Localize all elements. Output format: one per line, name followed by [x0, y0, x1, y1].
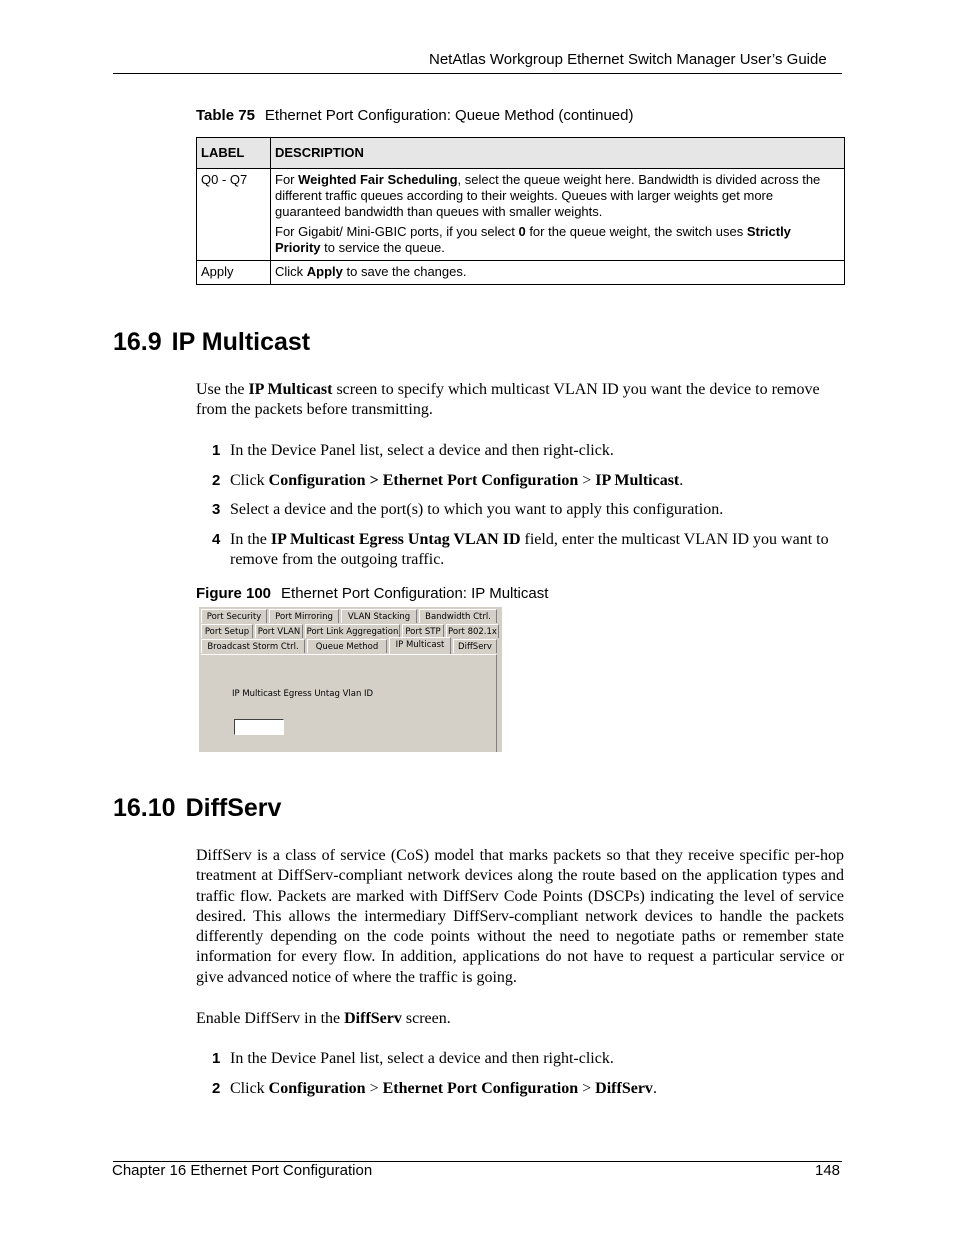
text-run-bold: Apply: [306, 264, 343, 279]
text-run: for the queue weight, the switch uses: [525, 224, 747, 239]
text-run: In the Device Panel list, select a device and then right-click.: [230, 1050, 614, 1067]
text-run-bold: DiffServ: [344, 1010, 402, 1027]
text-run-bold: Configuration: [268, 1080, 366, 1097]
ip-step-3: [212, 500, 844, 520]
header-rule: [113, 73, 842, 74]
text-run: For Gigabit/ Mini-GBIC ports, if you select: [275, 224, 519, 239]
queue-method-table: [196, 137, 845, 285]
tab-row-3: [199, 639, 502, 654]
text-run: For: [275, 172, 299, 187]
section-number: 16.10: [113, 794, 176, 822]
ip-multicast-screenshot: [198, 607, 502, 752]
figure-caption-number: Figure 100: [196, 585, 272, 602]
ip-step-1: [212, 441, 844, 461]
section-title: IP Multicast: [171, 328, 311, 356]
text-run-bold: Weighted Fair Scheduling: [298, 172, 458, 187]
text-run-bold: IP Multicast: [595, 472, 680, 489]
text-run: >: [578, 472, 596, 489]
text-run-bold: IP Multicast Egress Untag VLAN ID: [270, 531, 521, 548]
table-header-row: [197, 138, 845, 169]
text-run: to save the changes.: [342, 264, 467, 279]
tab-row-1: [199, 609, 502, 624]
section-heading-diffserv: [113, 794, 281, 823]
diffserv-step-2: [212, 1079, 844, 1099]
ip-step-4: [212, 530, 844, 570]
section-heading-ip-multicast: [113, 328, 310, 357]
text-run: Click: [275, 264, 307, 279]
tab-vlan-stacking[interactable]: VLAN Stacking: [341, 609, 417, 623]
ip-step-2: [212, 471, 844, 491]
table-cell-description: [271, 169, 845, 261]
text-run: Select a device and the port(s) to which you want to apply this configuration.: [230, 501, 724, 518]
text-run: screen to specify which multicast VLAN ID you want the device to remove from the packets before transmitting.: [196, 381, 820, 419]
text-run: .: [652, 1080, 657, 1097]
tab-row-2: [199, 624, 502, 639]
text-run: screen.: [401, 1010, 451, 1027]
table-cell-description: [271, 261, 845, 285]
step-number: 3: [212, 501, 221, 518]
tab-port-security[interactable]: Port Security: [201, 609, 267, 623]
tab-diffserv[interactable]: DiffServ: [453, 639, 497, 653]
tab-port-link-aggregation[interactable]: Port Link Aggregation: [305, 624, 400, 638]
tab-port-setup[interactable]: Port Setup: [201, 624, 253, 638]
table-cell-label: Q0 - Q7: [197, 169, 271, 261]
tab-ip-multicast[interactable]: IP Multicast: [389, 637, 451, 654]
tab-port-mirroring[interactable]: Port Mirroring: [269, 609, 339, 623]
tab-bandwidth-ctrl[interactable]: Bandwidth Ctrl.: [419, 609, 497, 623]
step-number: 1: [212, 442, 221, 459]
text-run: >: [578, 1080, 596, 1097]
text-run: Enable DiffServ in the: [196, 1010, 345, 1027]
diffserv-step-1: [212, 1049, 844, 1069]
diffserv-paragraph: DiffServ is a class of service (CoS) model that marks packets so that they receive specific per-hop treatment at DiffServ-compliant network devices along the route based on the application types and traffic flow. Packets are marked with DiffServ Code Points (DSCPs) indicating the level of service desired. This allows the intermediary DiffServ-compliant network devices to handle the packets differently depending on the code points without the need to negotiate paths or remember state information for every flow. In addition, applications do not have to request a particular service or give advanced notice of where the traffic is going.: [196, 847, 844, 986]
footer-chapter: Chapter 16 Ethernet Port Configuration: [112, 1162, 373, 1179]
egress-untag-vlan-input[interactable]: [234, 719, 284, 735]
tab-port-8021x[interactable]: Port 802.1x: [446, 624, 499, 638]
text-run: In the Device Panel list, select a device and then right-click.: [230, 442, 614, 459]
figure-caption-text: Ethernet Port Configuration: IP Multicast: [281, 585, 549, 602]
page-number: 148: [815, 1162, 841, 1179]
running-header: NetAtlas Workgroup Ethernet Switch Manager User’s Guide: [429, 51, 827, 68]
text-run: In the: [230, 531, 271, 548]
step-number: 1: [212, 1050, 221, 1067]
table-caption-number: Table 75: [196, 107, 255, 124]
table-row: [197, 261, 845, 285]
table-caption-text: Ethernet Port Configuration: Queue Method (continued): [264, 107, 634, 124]
section-title: DiffServ: [185, 794, 282, 822]
text-run: field, enter the multicast VLAN ID you want to remove from the outgoing traffic.: [230, 531, 829, 568]
step-number: 2: [212, 472, 221, 489]
text-run: .: [679, 472, 684, 489]
table-cell-label: Apply: [197, 261, 271, 285]
text-run: , select the queue weight here. Bandwidth is divided across the different traffic queues according to their weights. Queues with larger weights get more guaranteed bandwidth than queues with smaller weights.: [275, 172, 821, 219]
text-run: to service the queue.: [320, 240, 445, 255]
ip-multicast-intro: [196, 380, 844, 421]
tab-queue-method[interactable]: Queue Method: [307, 639, 387, 653]
text-run-bold: IP Multicast: [248, 381, 333, 398]
text-run-bold: Ethernet Port Configuration: [382, 1080, 579, 1097]
text-run-bold: DiffServ: [595, 1080, 653, 1097]
text-run-bold: Configuration > Ethernet Port Configuration: [268, 472, 579, 489]
text-run-bold: 0: [518, 224, 526, 239]
figure-caption: [196, 585, 548, 602]
text-run: Click: [230, 472, 269, 489]
diffserv-enable-paragraph: [196, 1009, 844, 1029]
section-number: 16.9: [113, 328, 162, 356]
text-run-bold: Strictly Priority: [275, 224, 791, 255]
tab-panel: [201, 654, 497, 752]
tab-broadcast-storm-ctrl[interactable]: Broadcast Storm Ctrl.: [201, 639, 305, 653]
step-number: 2: [212, 1080, 221, 1097]
description-paragraph: [275, 224, 840, 256]
egress-untag-vlan-label: IP Multicast Egress Untag Vlan ID: [232, 689, 374, 699]
text-run: Click: [230, 1080, 269, 1097]
text-run: Use the: [196, 381, 249, 398]
step-number: 4: [212, 531, 221, 548]
text-run: >: [365, 1080, 383, 1097]
table-header-label: LABEL: [197, 138, 271, 169]
table-header-description: DESCRIPTION: [271, 138, 845, 169]
tab-port-stp[interactable]: Port STP: [402, 624, 444, 638]
table-caption: [196, 107, 633, 124]
description-paragraph: [275, 172, 840, 220]
table-row: [197, 169, 845, 261]
tab-port-vlan[interactable]: Port VLAN: [255, 624, 303, 638]
